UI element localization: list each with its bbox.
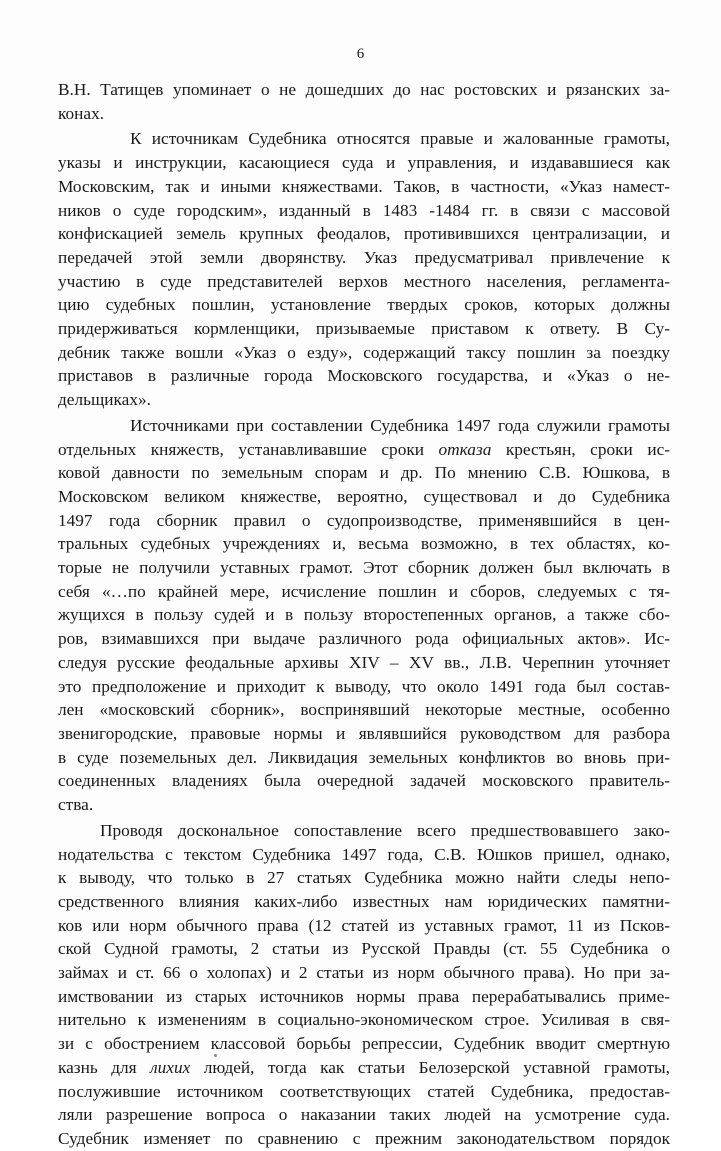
text-run: крестьян, сроки ис-	[491, 439, 670, 459]
text-line: дебник также вошли «Указ о езду», содержащий таксу пошлин за поездку	[58, 342, 670, 362]
text-run: людей, тогда как статьи Белозерской уставной грамоты,	[190, 1057, 670, 1077]
text-line: придерживаться кормленщики, призываемые приставом к ответу. В Су-	[58, 319, 670, 339]
text-line: ров, взимавшихся при выдаче различного рода официальных актов». Ис-	[58, 629, 670, 649]
text-line: Судебник изменяет по сравнению с прежним законодательством порядок	[58, 1128, 670, 1148]
text-line: следуя русские феодальные архивы XIV – XV вв., Л.В. Черепнин уточняет	[58, 652, 670, 672]
text-line: участию в суде представителей верхов местного населения, регламента-	[58, 271, 670, 291]
text-line: конах.	[58, 103, 105, 123]
text-line: займах и ст. 66 о холопах) и 2 статьи из норм обычного права). Но при за-	[58, 963, 670, 983]
text-line: ства.	[58, 795, 94, 815]
text-line: торые не получили уставных грамот. Этот сборник должен был включать в	[58, 558, 670, 578]
text-line: нительно к изменениям в социально-экономическом строе. Усиливая в свя-	[58, 1010, 670, 1030]
emphasis-lihih: лихих	[150, 1057, 191, 1077]
text-line: конфискацией земель крупных феодалов, противившихся централизации, и	[58, 224, 670, 244]
text-line: соединенных владениях была очередной задачей московского правитель-	[58, 771, 670, 791]
paragraph-3	[58, 414, 670, 817]
paragraph-2	[58, 127, 670, 411]
text-line: ков или норм обычного права (12 статей из уставных грамот, 11 из Псков-	[58, 915, 670, 935]
text-line: К источникам Судебника относятся правые и жалованные грамоты,	[130, 129, 670, 149]
text-line: ников о суде городским», изданный в 1483 -1484 гг. в связи с массовой	[58, 200, 670, 220]
text-line-with-emphasis	[58, 438, 670, 462]
text-line-with-emphasis	[58, 1056, 670, 1080]
text-line: зи с обострением классовой борьбы репрессии, Судебник вводит смертную	[58, 1034, 670, 1054]
paragraph-4	[58, 819, 670, 1151]
text-line: послужившие источником соответствующих статей Судебника, предостав-	[58, 1081, 670, 1101]
text-line: лен «московский сборник», воспринявший некоторые местные, особенно	[58, 700, 670, 720]
text-line: ковой давности по земельным спорам и др. По мнению С.В. Юшкова, в	[58, 463, 670, 483]
text-line: указы и инструкции, касающиеся суда и управления, и издававшиеся как	[58, 153, 670, 173]
scan-speck	[214, 1054, 217, 1057]
text-line: Московском великом княжестве, вероятно, существовал и до Судебника	[58, 486, 670, 506]
text-line: себя «…по крайней мере, исчисление пошлин и сборов, следуемых с тя-	[58, 581, 670, 601]
text-line: это предположение и приходит к выводу, что около 1491 года был состав-	[58, 676, 670, 696]
emphasis-otkaza: отказа	[438, 439, 492, 459]
text-line: ляли разрешение вопроса о наказании таких людей на усмотрение суда.	[58, 1105, 670, 1125]
text-line: 1497 года сборник правил о судопроизводстве, применявшийся в цен-	[58, 510, 670, 530]
text-line: Проводя доскональное сопоставление всего предшествовавшего зако-	[100, 820, 670, 840]
body-text	[58, 78, 670, 1151]
text-line: средственного влияния каких-либо известных нам юридических памятни-	[58, 891, 670, 911]
text-line: В.Н. Татищев упоминает о не дошедших до нас ростовских и рязанских за-	[58, 80, 670, 99]
text-line: дельщиках».	[58, 390, 151, 410]
text-line: тральных судебных учреждениях и, весьма возможно, в тех областях, ко-	[58, 534, 670, 554]
page-number: 6	[356, 46, 365, 62]
text-line: звенигородские, правовые нормы и являвшийся руководством для разбора	[58, 723, 670, 743]
text-line: передачей этой земли дворянству. Указ предусматривал привлечение к	[58, 247, 670, 267]
text-line: Московским, так и иными княжествами. Таков, в частности, «Указ намест-	[58, 176, 670, 196]
text-line: к выводу, что только в 27 статьях Судебника можно найти следы непо-	[58, 868, 670, 888]
text-run: казнь для	[58, 1057, 151, 1077]
text-line: приставов в различные города Московского государства, и «Указ о не-	[58, 366, 670, 386]
paragraph-1	[58, 78, 670, 125]
text-line: Источниками при составлении Судебника 1497 года служили грамоты	[130, 415, 670, 435]
text-line: ской Судной грамоты, 2 статьи из Русской Правды (ст. 55 Судебника о	[58, 939, 670, 959]
text-run: отдельных княжеств, устанавливавшие сроки	[58, 439, 439, 459]
text-line: цию судебных пошлин, установление твердых сроков, которых должны	[58, 295, 670, 315]
text-line: нодательства с текстом Судебника 1497 года, С.В. Юшков пришел, однако,	[58, 844, 670, 864]
text-line: имствовании из старых источников нормы права перерабатывались приме-	[58, 986, 670, 1006]
text-line: жущихся в пользу судей и в пользу второстепенных органов, а также сбо-	[58, 605, 670, 625]
text-line: в суде поземельных дел. Ликвидация земельных конфликтов во вновь при-	[58, 747, 670, 767]
